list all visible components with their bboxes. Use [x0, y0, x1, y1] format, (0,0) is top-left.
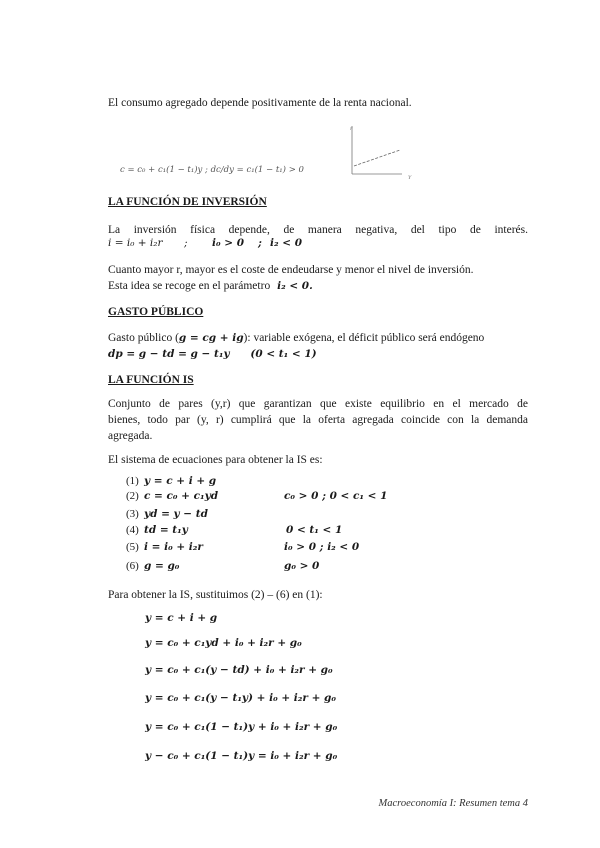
system-cond: g₀ > 0 [284, 560, 320, 572]
is-para-line3: agregada. [108, 430, 153, 442]
derivation-line: y = c₀ + c₁(1 − t₁)y + i₀ + i₂r + g₀ [145, 721, 338, 733]
intro-text: El consumo agregado depende positivamente de la renta nacional. [108, 97, 412, 109]
system-row [126, 540, 526, 556]
system-cond: c₀ > 0 ; 0 < c₁ < 1 [284, 490, 388, 502]
system-row [126, 474, 526, 490]
system-row [126, 507, 526, 523]
inversion-text2-label: Esta idea se recoge en el parámetro [108, 280, 271, 292]
system-num: (3) [126, 508, 139, 520]
derivation-line: y = c + i + g [145, 612, 218, 624]
system-cond: 0 < t₁ < 1 [286, 524, 343, 536]
system-eq: yd = y − td [144, 508, 208, 520]
consumption-formula: c = c₀ + c₁(1 − t₁)y ; dc/dy = c₁(1 − t₁) > 0 [120, 165, 304, 175]
derivation-line: y = c₀ + c₁(y − t₁y) + i₀ + i₂r + g₀ [145, 692, 336, 704]
system-num: (4) [126, 524, 139, 536]
gasto-line2-cond: (0 < t₁ < 1) [250, 348, 317, 360]
inversion-text2-line2 [108, 278, 528, 294]
system-eq: y = c + i + g [144, 475, 217, 487]
gasto-line1-formula: g = cg + ig [178, 332, 244, 344]
inversion-formula: i = i₀ + i₂r [108, 237, 163, 249]
inversion-separator: ; [184, 237, 188, 249]
inversion-separator-2: ; [258, 237, 262, 249]
system-cond: i₀ > 0 ; i₂ < 0 [284, 541, 360, 553]
is-system [126, 474, 526, 584]
system-num: (2) [126, 490, 139, 502]
consumption-mini-chart [348, 122, 418, 182]
gasto-line1 [108, 330, 528, 346]
system-num: (6) [126, 560, 139, 572]
mini-chart-line [354, 150, 400, 166]
inversion-text2-line1: Cuanto mayor r, mayor es el coste de endeudarse y menor el nivel de inversión. [108, 264, 474, 276]
inversion-cond1: i₀ > 0 [212, 237, 245, 249]
system-num: (1) [126, 475, 139, 487]
heading-is: LA FUNCIÓN IS [108, 374, 194, 386]
system-eq: i = i₀ + i₂r [144, 541, 203, 553]
is-system-intro: El sistema de ecuaciones para obtener la IS es: [108, 454, 323, 466]
inversion-cond2: i₂ < 0 [270, 237, 303, 249]
derivation-line: y = c₀ + c₁yd + i₀ + i₂r + g₀ [145, 637, 302, 649]
mini-chart-x-label: Y [408, 175, 412, 181]
system-row [126, 559, 526, 575]
system-eq: td = t₁y [144, 524, 188, 536]
inversion-formula-line [108, 236, 528, 252]
gasto-line1-a: Gasto público ( [108, 332, 179, 344]
mini-chart-y-label: r [350, 126, 353, 132]
system-eq: g = g₀ [144, 560, 180, 572]
is-derive-intro: Para obtener la IS, sustituimos (2) – (6) en (1): [108, 589, 323, 601]
is-para-line2: bienes, todo par (y, r) cumplirá que la oferta agregada coincide con la demanda [108, 414, 528, 426]
gasto-line2-formula: dp = g − td = g − t₁y [108, 348, 230, 360]
is-para-line1: Conjunto de pares (y,r) que garantizan que existe equilibrio en el mercado de [108, 398, 528, 410]
inversion-param: i₂ < 0. [277, 280, 313, 292]
inversion-text-line1: La inversión física depende, de manera negativa, del tipo de interés. [108, 224, 528, 236]
system-row [126, 523, 526, 539]
system-row [126, 489, 526, 505]
gasto-line2 [108, 346, 528, 362]
derivation-line: y = c₀ + c₁(y − td) + i₀ + i₂r + g₀ [145, 664, 333, 676]
system-num: (5) [126, 541, 139, 553]
derivation-line: y − c₀ + c₁(1 − t₁)y = i₀ + i₂r + g₀ [145, 750, 338, 762]
system-eq: c = c₀ + c₁yd [144, 490, 219, 502]
heading-gasto: GASTO PÚBLICO [108, 306, 204, 318]
heading-inversion: LA FUNCIÓN DE INVERSIÓN [108, 196, 267, 208]
page-footer: Macroeconomía I: Resumen tema 4 [378, 798, 528, 809]
gasto-line1-b: ): variable exógena, el déficit público será endógeno [243, 332, 485, 344]
